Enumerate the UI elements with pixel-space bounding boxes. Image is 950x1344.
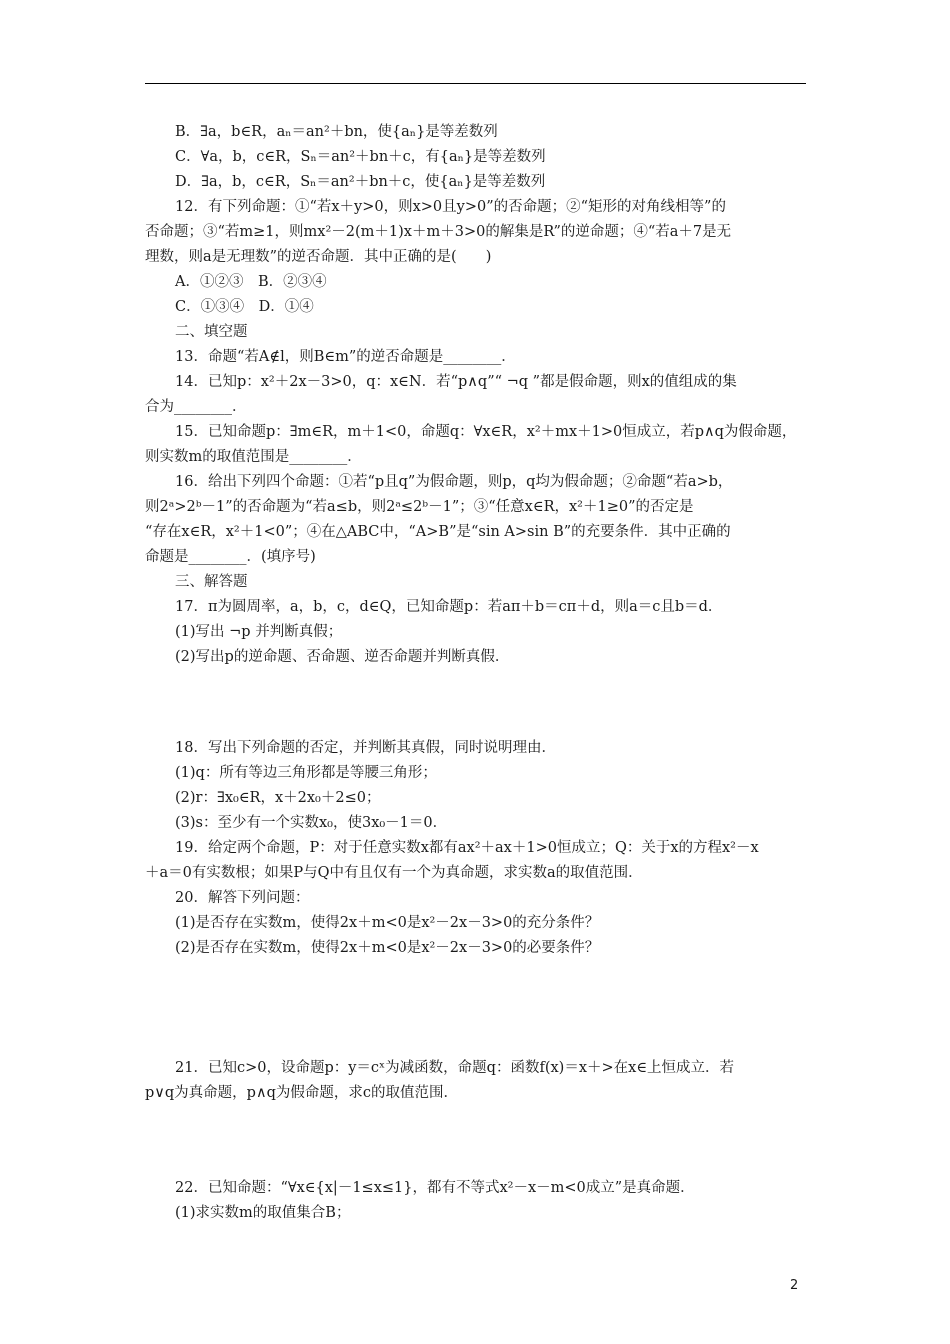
q16-line2: 则2ᵃ>2ᵇ－1”的否命题为“若a≤b，则2ᵃ≤2ᵇ－1”；③“任意x∈R，x²＋1≥0”的否定是 xyxy=(145,499,694,515)
q22: 22．已知命题：“∀x∈{x|－1≤x≤1}，都有不等式x²－x－m<0成立”是真命题． xyxy=(175,1180,695,1196)
q18-part2: (2)r：∃x₀∈R，x＋2x₀＋2≤0； xyxy=(175,790,381,806)
q17: 17．π为圆周率，a，b，c，d∈Q，已知命题p：若aπ＋b＝cπ＋d，则a＝c且b＝d． xyxy=(175,599,723,615)
q16-line4: 命题是________．(填序号) xyxy=(145,549,316,565)
option-b: B．∃a，b∈R，aₙ＝an²＋bn，使{aₙ}是等差数列 xyxy=(175,124,498,140)
document-body xyxy=(145,120,807,1226)
q18: 18．写出下列命题的否定，并判断其真假，同时说明理由． xyxy=(175,740,556,756)
section-answer: 三、解答题 xyxy=(175,574,248,590)
option-d: D．∃a，b，c∈R，Sₙ＝an²＋bn＋c，使{aₙ}是等差数列 xyxy=(175,174,546,190)
q12-line3: 理数，则a是无理数”的逆否命题．其中正确的是( ) xyxy=(145,249,492,265)
q12-line1: 12．有下列命题：①“若x＋y>0，则x>0且y>0”的否命题；②“矩形的对角线相等”的 xyxy=(175,199,726,215)
q15-line1: 15．已知命题p：∃m∈R，m＋1<0，命题q：∀x∈R，x²＋mx＋1>0恒成立，若p∧q为假命题， xyxy=(175,424,797,440)
q19-line1: 19．给定两个命题，P：对于任意实数x都有ax²＋ax＋1>0恒成立；Q：关于x的方程x²－x xyxy=(175,840,759,856)
q12-options-cd: C．①③④ D．①④ xyxy=(175,299,314,315)
q20-part2: (2)是否存在实数m，使得2x＋m<0是x²－2x－3>0的必要条件？ xyxy=(175,940,600,956)
q14-line2: 合为________． xyxy=(145,399,247,415)
section-fill-blank: 二、填空题 xyxy=(175,324,248,340)
q16-line3: “存在x∈R，x²＋1<0”；④在△ABC中，“A>B”是“sin A>sin B”的充要条件．其中正确的 xyxy=(145,524,731,540)
q20-part1: (1)是否存在实数m，使得2x＋m<0是x²－2x－3>0的充分条件？ xyxy=(175,915,600,931)
q18-part3: (3)s：至少有一个实数x₀，使3x₀－1＝0． xyxy=(175,815,448,831)
option-c: C．∀a，b，c∈R，Sₙ＝an²＋bn＋c，有{aₙ}是等差数列 xyxy=(175,149,546,165)
q20: 20．解答下列问题： xyxy=(175,890,310,906)
q12-line2: 否命题；③“若m≥1，则mx²－2(m＋1)x＋m＋3>0的解集是R”的逆命题；④“若a＋7是无 xyxy=(145,224,732,240)
q18-part1: (1)q：所有等边三角形都是等腰三角形； xyxy=(175,765,437,781)
q14-line1: 14．已知p：x²＋2x－3>0，q：x∈N．若“p∧q”“ ¬q ”都是假命题，则x的值组成的集 xyxy=(175,374,737,390)
q13: 13．命题“若A∉l，则B∈m”的逆否命题是________． xyxy=(175,349,516,365)
header-rule xyxy=(145,83,806,84)
q21-line1: 21．已知c>0，设命题p：y＝cˣ为减函数，命题q：函数f(x)＝x＋>在x∈上恒成立．若 xyxy=(175,1060,735,1076)
q12-options-ab: A．①②③ B．②③④ xyxy=(175,274,327,290)
q21-line2: p∨q为真命题，p∧q为假命题，求c的取值范围． xyxy=(145,1085,458,1101)
q17-part1: (1)写出 ¬p 并判断真假； xyxy=(175,624,343,640)
q22-part1: (1)求实数m的取值集合B； xyxy=(175,1205,351,1221)
q15-line2: 则实数m的取值范围是________． xyxy=(145,449,362,465)
q16-line1: 16．给出下列四个命题：①若“p且q”为假命题，则p，q均为假命题；②命题“若a>b， xyxy=(175,474,733,490)
page-number: 2 xyxy=(790,1278,799,1293)
q17-part2: (2)写出p的逆命题、否命题、逆否命题并判断真假． xyxy=(175,649,510,665)
q19-line2: ＋a＝0有实数根；如果P与Q中有且仅有一个为真命题，求实数a的取值范围． xyxy=(145,865,643,881)
